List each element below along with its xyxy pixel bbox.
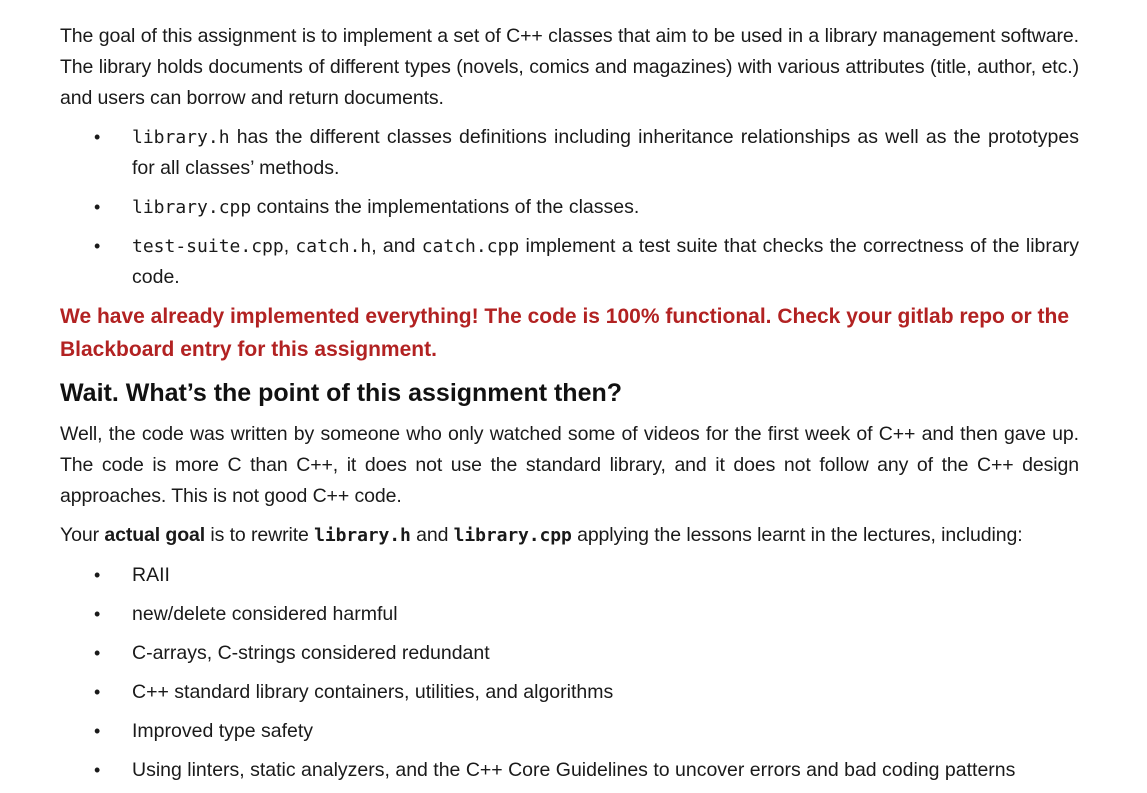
section-heading: Wait. What’s the point of this assignment then? xyxy=(60,379,623,407)
bullet-icon: • xyxy=(94,682,101,702)
files-list xyxy=(60,122,1079,293)
item-text: implement a test suite that checks the correctness of the library code. xyxy=(132,235,1079,288)
file-name: library.h xyxy=(314,525,411,546)
bullet-icon: • xyxy=(94,604,101,624)
explanation-paragraph: Well, the code was written by someone who only watched some of videos for the first week of C++ and then gave up. The code is more C than C++, it does not use the standard library, and it does not follow any of the C++ design approaches. This is not good C++ code. xyxy=(60,423,1079,507)
goal-mid: and xyxy=(410,524,454,546)
file-name: library.h xyxy=(132,127,230,148)
list-item xyxy=(60,755,1079,786)
file-name: catch.h xyxy=(295,236,372,257)
bullet-icon: • xyxy=(94,721,101,741)
item-text: RAII xyxy=(132,564,170,586)
item-text: C-arrays, C-strings considered redundant xyxy=(132,642,490,664)
goal-paragraph xyxy=(60,520,1079,551)
item-text: has the different classes definitions including inheritance relationships as well as the prototypes for all classes’ methods. xyxy=(132,126,1079,179)
bullet-icon: • xyxy=(94,236,101,256)
goal-bold: actual goal xyxy=(104,524,206,546)
list-item xyxy=(60,599,1079,630)
bullet-icon: • xyxy=(94,643,101,663)
lessons-list xyxy=(60,560,1079,786)
separator-text: , xyxy=(283,235,296,257)
document-content xyxy=(60,21,1079,786)
goal-prefix: Your xyxy=(60,524,105,546)
file-name: library.cpp xyxy=(132,197,252,218)
item-text: Using linters, static analyzers, and the C++ Core Guidelines to uncover errors and bad coding patterns xyxy=(132,759,1016,781)
item-text: contains the implementations of the classes. xyxy=(251,196,640,218)
bullet-icon: • xyxy=(94,565,101,585)
file-name: library.cpp xyxy=(453,525,572,546)
goal-suffix: applying the lessons learnt in the lectures, including: xyxy=(571,524,1023,546)
separator-text: , and xyxy=(371,235,422,257)
goal-mid: is to rewrite xyxy=(205,524,315,546)
notice-text: We have already implemented everything! The code is 100% functional. Check your gitlab repo or the Blackboard entry for this assignment. xyxy=(60,305,1070,361)
file-name: test-suite.cpp xyxy=(132,236,284,257)
list-item xyxy=(60,192,1079,223)
bullet-icon: • xyxy=(94,127,101,147)
item-text: Improved type safety xyxy=(132,720,314,742)
bullet-icon: • xyxy=(94,197,101,217)
item-text: new/delete considered harmful xyxy=(132,603,398,625)
list-item xyxy=(60,638,1079,669)
list-item xyxy=(60,122,1079,184)
list-item xyxy=(60,560,1079,591)
list-item xyxy=(60,231,1079,293)
bullet-icon: • xyxy=(94,760,101,780)
list-item xyxy=(60,677,1079,708)
intro-paragraph: The goal of this assignment is to implement a set of C++ classes that aim to be used in a library management software. The library holds documents of different types (novels, comics and magazines) with various attributes (title, author, etc.) and users can borrow and return documents. xyxy=(60,25,1079,109)
file-name: catch.cpp xyxy=(421,236,520,257)
list-item xyxy=(60,716,1079,747)
item-text: C++ standard library containers, utilities, and algorithms xyxy=(132,681,614,703)
